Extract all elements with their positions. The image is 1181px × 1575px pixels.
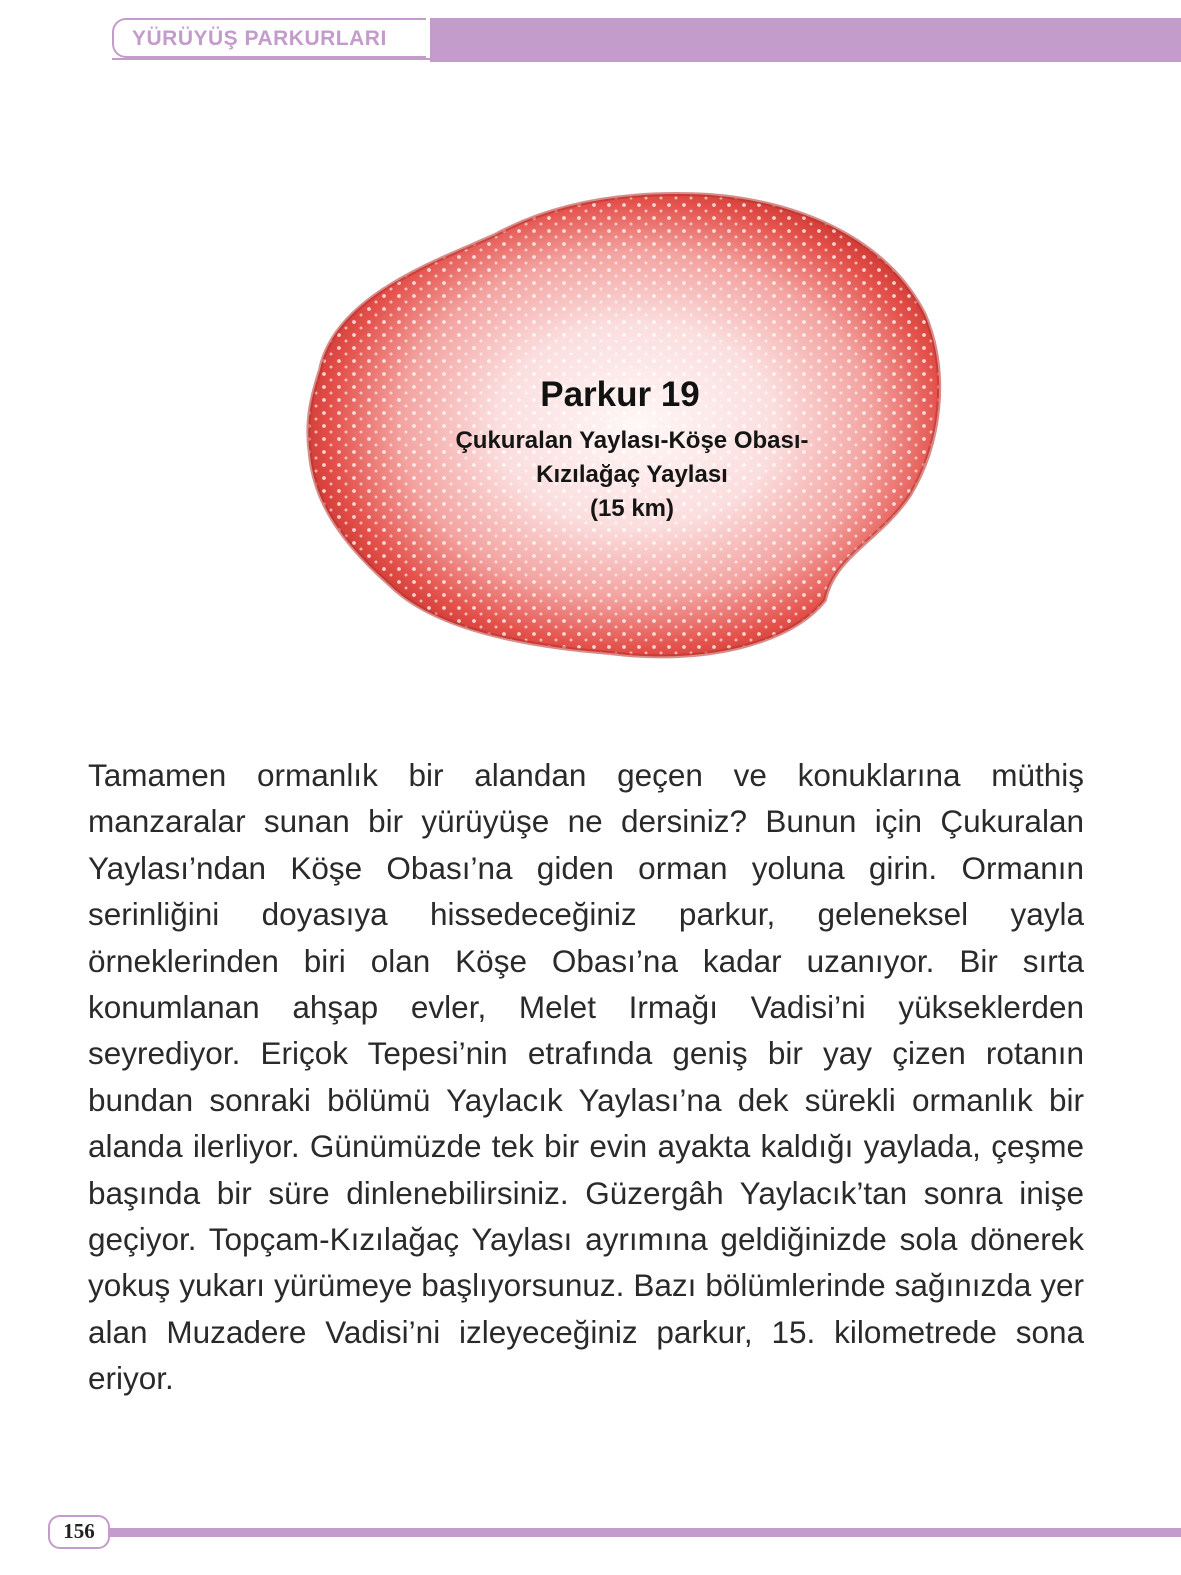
body-paragraph: Tamamen ormanlık bir alandan geçen ve konuklarına müthiş manzaralar sunan bir yürüyüşe ne dersiniz? Bunun için Çukuralan Yaylası’ndan Köşe Obası’na giden orman yoluna girin. Ormanın serinliğini doyasıya hissedeceğiniz parkur, geleneksel yayla örneklerinden biri olan Köşe Obası’na kadar uzanıyor. Bir sırta konumlanan ahşap evler, Melet Irmağı Vadisi’ni yükseklerden seyrediyor. Eriçok Tepesi’nin etrafında geniş bir yay çizen rotanın bundan sonraki bölümü Yaylacık Yaylası’na dek sürekli ormanlık bir alanda ilerliyor. Günümüzde tek bir evin ayakta kaldığı yaylada, çeşme başında bir süre dinlenebilirsiniz. Güzergâh Yaylacık’tan sonra inişe geçiyor. Topçam-Kızılağaç Yaylası ayrımına geldiğinizde sola dönerek yokuş yukarı yürümeye başlıyorsunuz. Bazı bölümlerinde sağınızda yer alan Muzadere Vadisi’ni izleyeceğiniz parkur, 15. kilometrede sona eriyor. [88,757,1084,1397]
route-line-2: Kızılağaç Yaylası [536,461,728,488]
route-line-1: Çukuralan Yaylası-Köşe Obası- [455,427,809,454]
footer-line [108,1528,1181,1537]
page-number-badge [48,1515,110,1549]
route-title: Parkur 19 [540,375,700,414]
page-number: 156 [63,1519,95,1543]
section-title: YÜRÜYÜŞ PARKURLARI [132,27,387,50]
header-underline [112,58,1181,60]
header-band [430,18,1181,62]
route-badge [290,175,950,670]
route-distance: (15 km) [589,495,675,522]
